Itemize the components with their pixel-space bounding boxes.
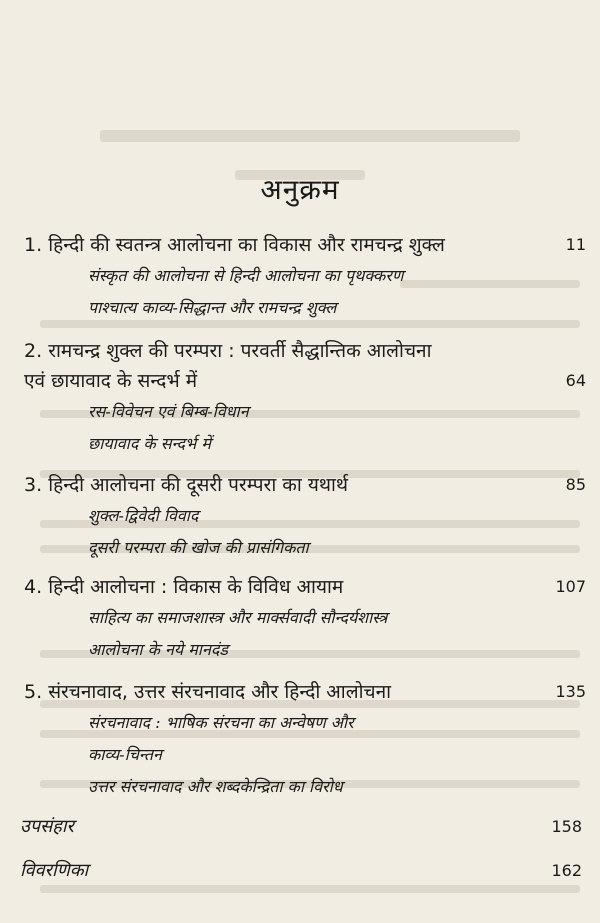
page-number: 107 — [555, 577, 586, 596]
chapter-title-line — [24, 677, 586, 707]
chapter-number: 2. — [24, 340, 43, 362]
chapter-title: हिन्दी की स्वतन्त्र आलोचना का विकास और रामचन्द्र शुक्ल — [48, 234, 445, 256]
chapter-title: एवं छायावाद के सन्दर्भ में — [24, 370, 198, 392]
subsection: साहित्य का समाजशास्त्र और मार्क्सवादी सौन्दर्यशास्त्र — [88, 608, 388, 627]
closing-entry-index — [20, 856, 582, 886]
page-number: 11 — [565, 235, 586, 254]
subsection: काव्य-चिन्तन — [88, 745, 162, 764]
contents-heading: अनुक्रम — [260, 173, 340, 206]
chapter-title: हिन्दी आलोचना : विकास के विविध आयाम — [48, 576, 344, 598]
subsection: उत्तर संरचनावाद और शब्दकेन्द्रिता का विरोध — [88, 777, 343, 796]
chapter-number: 1. — [24, 234, 43, 256]
subsection: संरचनावाद : भाषिक संरचना का अन्वेषण और — [88, 713, 354, 732]
chapter-1 — [24, 230, 586, 324]
closing-title: विवरणिका — [20, 860, 89, 881]
subsection: आलोचना के नये मानदंड — [88, 640, 228, 659]
chapter-title-line — [24, 336, 586, 366]
subsection: दूसरी परम्परा की खोज की प्रासंगिकता — [88, 538, 309, 557]
subsection: संस्कृत की आलोचना से हिन्दी आलोचना का पृथक्करण — [88, 266, 404, 285]
chapter-title: संरचनावाद, उत्तर संरचनावाद और हिन्दी आलोचना — [48, 681, 392, 703]
chapter-5 — [24, 677, 586, 803]
chapter-2 — [24, 336, 586, 460]
subsection: शुक्ल-द्विवेदी विवाद — [88, 506, 199, 525]
chapter-number: 3. — [24, 474, 43, 496]
chapter-number: 4. — [24, 576, 43, 598]
chapter-title: रामचन्द्र शुक्ल की परम्परा : परवर्ती सैद्धान्तिक आलोचना — [48, 340, 432, 362]
page-number: 158 — [551, 817, 582, 836]
page-number: 135 — [555, 682, 586, 701]
chapter-title-line — [24, 470, 586, 500]
subsection: पाश्चात्य काव्य-सिद्धान्त और रामचन्द्र शुक्ल — [88, 298, 337, 317]
chapter-4 — [24, 572, 586, 666]
page-number: 162 — [551, 861, 582, 880]
page-number: 85 — [565, 475, 586, 494]
page-number: 64 — [565, 371, 586, 390]
chapter-number: 5. — [24, 681, 43, 703]
chapter-3 — [24, 470, 586, 564]
closing-title: उपसंहार — [20, 816, 74, 837]
chapter-title-line — [24, 366, 586, 396]
chapter-title-line — [24, 572, 586, 602]
closing-entry-epilogue — [20, 812, 582, 842]
chapter-title: हिन्दी आलोचना की दूसरी परम्परा का यथार्थ — [48, 474, 349, 496]
chapter-title-line — [24, 230, 586, 260]
subsection: रस-विवेचन एवं बिम्ब-विधान — [88, 402, 249, 421]
subsection: छायावाद के सन्दर्भ में — [88, 434, 211, 453]
